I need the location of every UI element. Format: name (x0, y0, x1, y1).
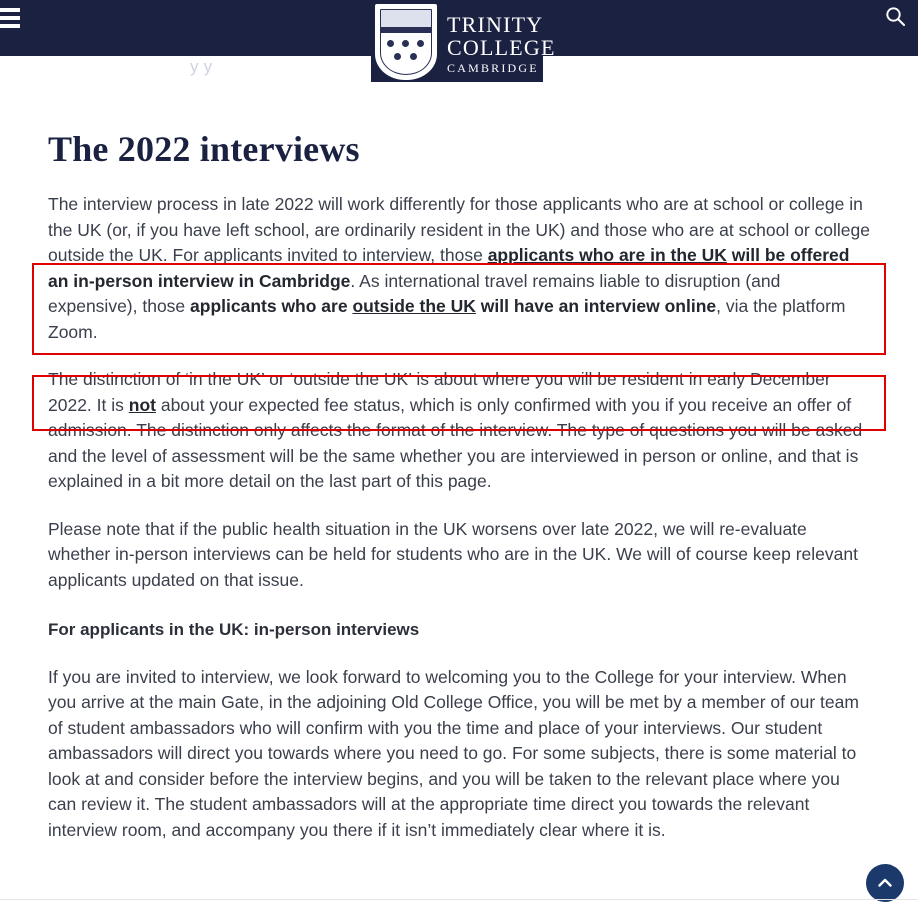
highlighted-paragraph-2-wrap (48, 367, 870, 495)
p2-underline-not: not (128, 394, 156, 415)
p2-text-a: The distinction of ‘in the UK’ or ‘outside the UK’ is about where you will be resident in early December 2022. It is (48, 369, 831, 415)
p1-underline-outside-uk: outside the UK (352, 296, 476, 316)
paragraph-2 (48, 367, 870, 495)
page-content (0, 82, 918, 900)
search-icon[interactable] (884, 5, 906, 27)
trinity-crest-icon (375, 4, 437, 80)
p1-emphasis-in-person: will be offered an in-person interview in Cambridge (48, 245, 850, 291)
paragraph-4: If you are invited to interview, we look forward to welcoming you to the College for your interview. When you arrive at the main Gate, in the adjoining Old College Office, you will be met by a member of our team of student ambassadors who will confirm with you the time and place of your interviews. Our student ambassadors will direct you towards where you need to go. For some subjects, there is some material to look at and consider before the interview begins, and you will be taken to the relevant place where you can review it. The student ambassadors will at the appropriate time direct you towards the relevant interview room, and accompany you there if it isn’t immediately clear where it is. (48, 666, 859, 840)
chevron-up-icon (876, 874, 894, 892)
p1-text-c: , via the platform Zoom. (48, 296, 846, 342)
p2-text-b: about your expected fee status, which is only confirmed with you if you receive an offer of admission. The distinction only affects the format of the interview. The type of questions you will be asked and the level of assessment will be the same whether you are interviewed in person or online, and that is explained in a bit more detail on the last part of this page. (48, 394, 863, 491)
hamburger-bar (0, 16, 20, 20)
crest-band (381, 27, 431, 33)
ghost-breadcrumb-text: y y (190, 57, 213, 76)
hamburger-bar (0, 8, 20, 12)
p1-emphasis-outside (190, 296, 716, 316)
site-logo[interactable] (371, 0, 556, 82)
hamburger-bar (0, 24, 20, 28)
highlighted-paragraph-1-wrap (48, 192, 870, 345)
hamburger-menu-icon[interactable] (0, 8, 26, 32)
page-title: The 2022 interviews (48, 129, 360, 169)
p1-emphasis-applicants: applicants who are (190, 296, 353, 316)
paragraph-3: Please note that if the public health situation in the UK worsens over late 2022, we will re-evaluate whether in-person interviews can be held for students who are in the UK. We will of course keep relevant applicants updated on that issue. (48, 518, 858, 590)
back-to-top-button[interactable] (866, 864, 904, 902)
p2-emphasis-not (129, 395, 156, 415)
logo-line-college: COLLEGE (447, 34, 556, 60)
logo-wordmark (447, 8, 556, 74)
p1-underline-in-uk: applicants who are in the UK (487, 245, 727, 265)
logo-line-trinity: TRINITY (447, 11, 544, 37)
p1-emphasis-online: will have an interview online (475, 296, 717, 316)
logo-line-cambridge: CAMBRIDGE (447, 60, 539, 75)
paragraph-1 (48, 192, 870, 345)
p1-text-a: The interview process in late 2022 will work differently for those applicants who are at school or college in the UK (or, if you have left school, are ordinarily resident in the UK) and those who are at school or college outside the UK. For applicants invited to interview, those (48, 194, 870, 265)
p1-text-b: . As international travel remains liable to disruption (and expensive), those (48, 270, 781, 316)
subheading-in-uk-interviews: For applicants in the UK: in-person interviews (48, 620, 420, 639)
